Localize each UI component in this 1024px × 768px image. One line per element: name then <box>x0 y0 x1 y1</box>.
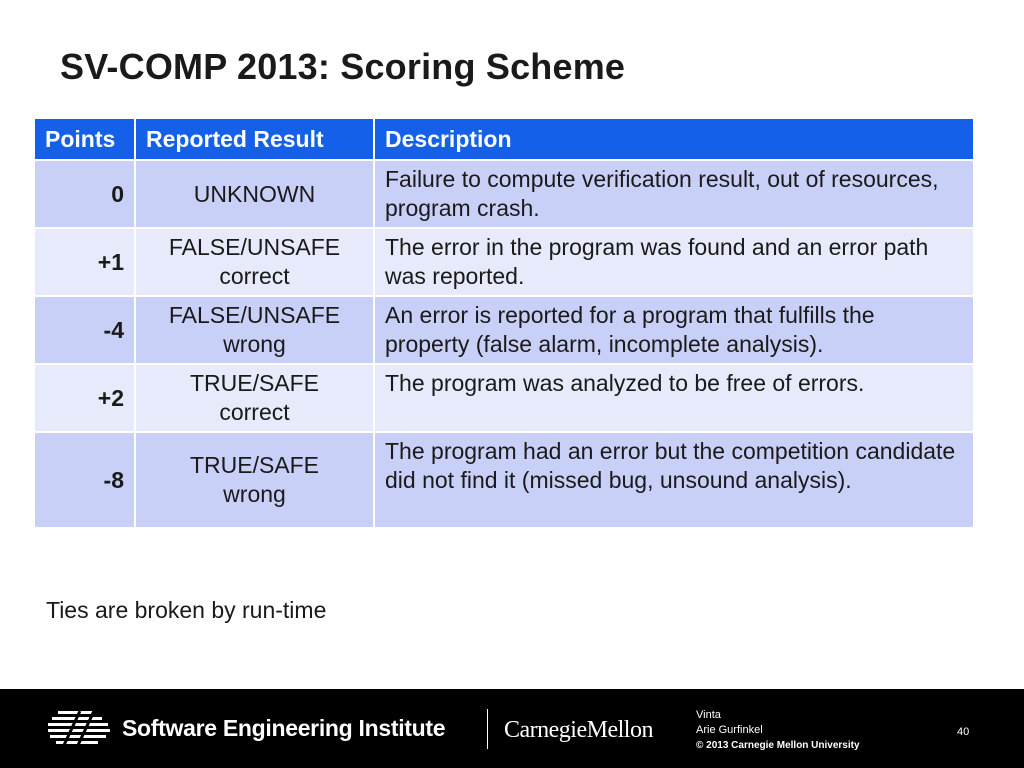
result-cell <box>136 227 375 295</box>
result-cell <box>136 295 375 363</box>
table-row <box>35 295 973 363</box>
description-cell: The program was analyzed to be free of errors. <box>375 363 973 431</box>
table-row <box>35 159 973 227</box>
description-cell: Failure to compute verification result, out of resources, program crash. <box>375 159 973 227</box>
table-row <box>35 363 973 431</box>
slide-title: SV-COMP 2013: Scoring Scheme <box>60 46 626 87</box>
table-row <box>35 227 973 295</box>
tie-break-note: Ties are broken by run-time <box>46 597 327 623</box>
footer-bar <box>0 689 1024 768</box>
result-line: correct <box>219 399 290 425</box>
sei-wordmark: Software Engineering Institute <box>122 715 446 741</box>
result-line: UNKNOWN <box>193 180 316 207</box>
header-reported-result: Reported Result <box>136 119 375 159</box>
result-line: FALSE/UNSAFE <box>168 302 341 328</box>
description-cell: An error is reported for a program that fulfills the property (false alarm, incomplete analysis). <box>375 295 973 363</box>
cmu-wordmark: CarnegieMellon <box>504 717 653 743</box>
description-cell: The error in the program was found and an error path was reported. <box>375 227 973 295</box>
points-cell: -4 <box>35 295 136 363</box>
description-cell: The program had an error but the competition candidate did not find it (missed bug, unsound analysis). <box>375 431 973 527</box>
footer-meta-line: Vinta <box>696 709 721 721</box>
result-cell <box>136 363 375 431</box>
footer-author: Arie Gurfinkel <box>696 724 763 736</box>
result-line: TRUE/SAFE <box>189 370 320 396</box>
footer-meta <box>696 708 860 753</box>
result-line: correct <box>219 263 290 289</box>
points-cell: +1 <box>35 227 136 295</box>
result-cell <box>136 431 375 527</box>
footer-copyright: © 2013 Carnegie Mellon University <box>696 740 860 751</box>
points-cell: +2 <box>35 363 136 431</box>
result-line: wrong <box>223 481 286 507</box>
result-line: wrong <box>223 331 286 357</box>
page-number: 40 <box>957 726 970 738</box>
footer-divider <box>487 709 488 749</box>
sei-logo-icon <box>48 709 112 749</box>
result-line: FALSE/UNSAFE <box>168 234 341 260</box>
scoring-table <box>35 119 973 527</box>
header-description: Description <box>375 119 973 159</box>
result-line: TRUE/SAFE <box>189 452 320 478</box>
header-points: Points <box>35 119 136 159</box>
points-cell: -8 <box>35 431 136 527</box>
table-header-row <box>35 119 973 159</box>
result-cell <box>136 159 375 227</box>
table-row <box>35 431 973 527</box>
points-cell: 0 <box>35 159 136 227</box>
